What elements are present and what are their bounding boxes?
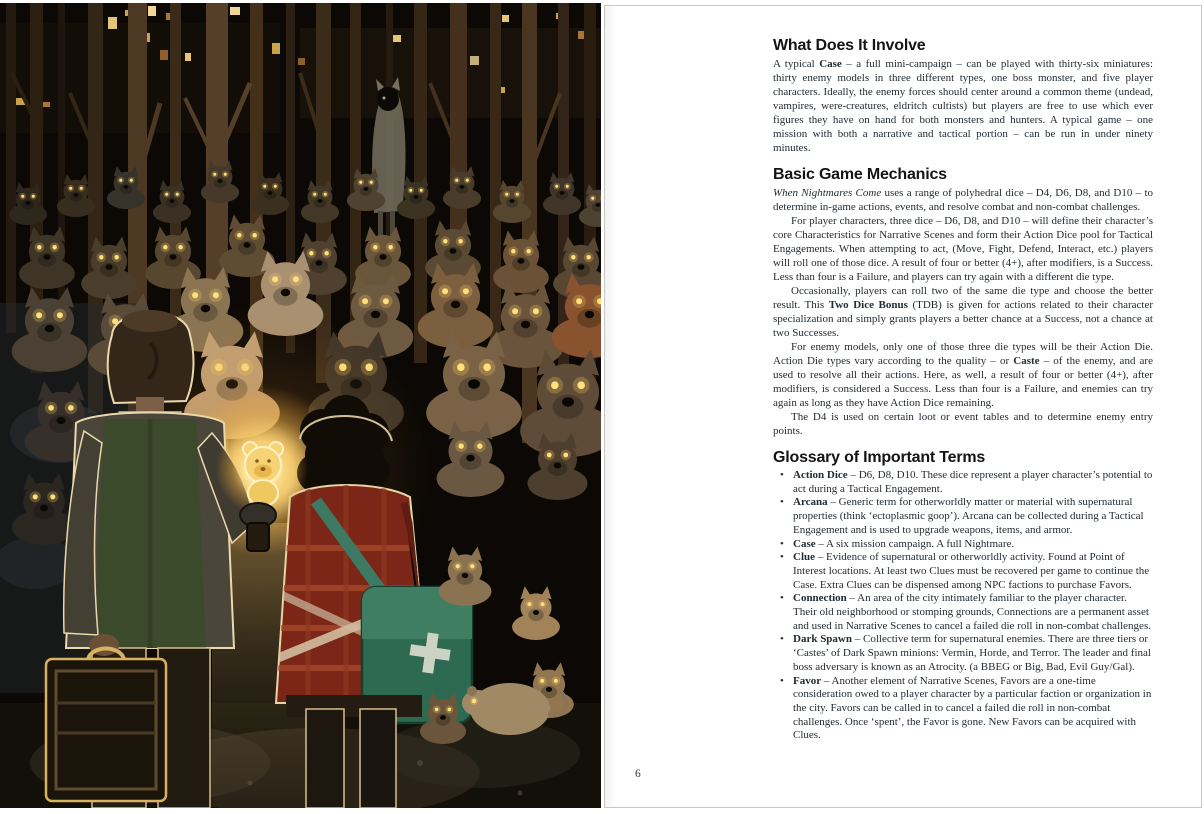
section-heading-what-does-it-involve: What Does It Involve [773,37,926,54]
glossary-list [773,469,1153,743]
body-paragraph [773,340,1153,410]
text-run: The D4 is used on certain loot or event tables and to determine enemy entry points. [773,411,1153,437]
body-paragraph [773,57,1153,155]
glossary-definition: – Generic term for otherworldly matter or material with supernatural properties (think ‘ectoplasmic goop’). Arcana can be collected during a Tactical Engagement and is used to upgrade weapons, items, and armor. [793,496,1144,536]
text-run: For player characters, three dice – D6, D8, and D10 – will define their character’s core Characteristics for Narrative Scenes and form their Action Dice pool for Tactical Engagements. When attempting to act, (Move, Fight, Defend, Interact, etc.) players will roll one of those dice. A result of four or better (4+), after modifiers, is a Success. Less than four is a Failure, and players can try again with a different die type. [773,215,1153,283]
section-heading-glossary-of-important-terms: Glossary of Important Terms [773,449,986,466]
left-page [0,3,601,808]
glossary-definition: – Another element of Narrative Scenes, Favors are a one-time consideration owed to a player character by a particular faction or organization in the city. Favors can be called in to cancel a failed die roll in non-combat challenges. Once ‘spent’, the Favor is gone. New Favors can be acquired with Clues. [793,674,1152,742]
glossary-term: Case [793,537,816,550]
glossary-item [793,633,1153,674]
body-paragraph [773,186,1153,214]
glossary-term: Dark Spawn [793,633,852,646]
glossary-definition: – A six mission campaign. A full Nightmare. [815,537,1015,550]
bold-term: Case [819,58,842,70]
glossary-definition: – An area of the city intimately familiar to the player character. Their old neighborhood or stomping grounds, Connections are a permanent asset and used in Narrative Scenes to cancel a failed die roll in non-combat challenges. [793,592,1151,632]
glossary-term: Connection [793,592,847,605]
body-paragraph [773,284,1153,340]
glossary-definition: – D6, D8, D10. These dice represent a player character’s potential to act during a Tactical Engagement. [793,469,1153,495]
briefcase [46,649,166,802]
text-run: (TDB) is given for actions related to their character specialization and simply grants players a better chance at a Success, not a chance at two Successes. [773,299,1154,339]
glossary-definition: – Evidence of supernatural or otherworldly activity. Found at Point of Interest locations. At least two Clues must be recovered per game to continue the Case. Extra Clues can be dispensed among NPC factions to purchase Favors. [793,551,1150,591]
glossary-item [793,538,1153,552]
text-run: A typical [773,58,820,70]
glossary-item [793,469,1153,496]
glossary-term: Arcana [793,496,828,509]
flashlight-handle [247,523,269,551]
glossary-item [793,675,1153,744]
glossary-term: Action Dice [793,469,848,481]
bold-term: Caste [1013,355,1040,367]
text-run: – a full mini-campaign – can be played with thirty-six miniatures: thirty enemy models in three different types, one boss monster, and five player characters. Ideally, the enemy forces should center around a common theme (undead, vampires, were-creatures, eldritch cultists) but players are free to use which ever figures they have on hand for both monsters and hunters. A typical game – one mission with both a narrative and tactical portion – can be run in under ninety minutes. [773,58,1153,154]
page-number: 6 [635,768,641,780]
glossary-item [793,496,1153,537]
right-page-content [773,37,1153,743]
body-paragraph [773,214,1153,284]
illustration-night-dog-pack [0,3,601,808]
text-run: For enemy models, only one of those three die types will be their Action Die. Action Die types vary according to the quality – or [773,341,1153,367]
text-run: – of the enemy, and are used to resolve all their actions. Here, as well, a result of four or better (4+), after modifiers, is considered a Success. Less than four is a Failure, and enemies can try again as long as they have Action Dice remaining. [773,355,1153,409]
body-paragraph [773,410,1153,438]
glossary-item [793,592,1153,633]
glossary-definition: – Collective term for supernatural enemies. There are three tiers or ‘Castes’ of Dark Spawn minions: Vermin, Horde, and Terror. The leader and final boss adversary is known as an Atrocity. (a BBEG or Big, Bad, Evil Guy/Gal). [793,633,1151,673]
text-run: uses a range of polyhedral dice – D4, D6, D8, and D10 – to determine in-game actions, events, and resolve combat and non-combat challenges. [773,187,1153,213]
italic-title: When Nightmares Come [773,187,882,199]
right-page [604,5,1202,808]
glossary-item [793,551,1153,592]
glossary-term: Favor [793,674,822,687]
glossary-term: Clue [793,551,815,564]
text-run: Occasionally, players can roll two of the same die type and choose the better result. This [773,285,1153,311]
bold-term: Two Dice Bonus [828,299,908,311]
section-heading-basic-game-mechanics: Basic Game Mechanics [773,166,947,183]
